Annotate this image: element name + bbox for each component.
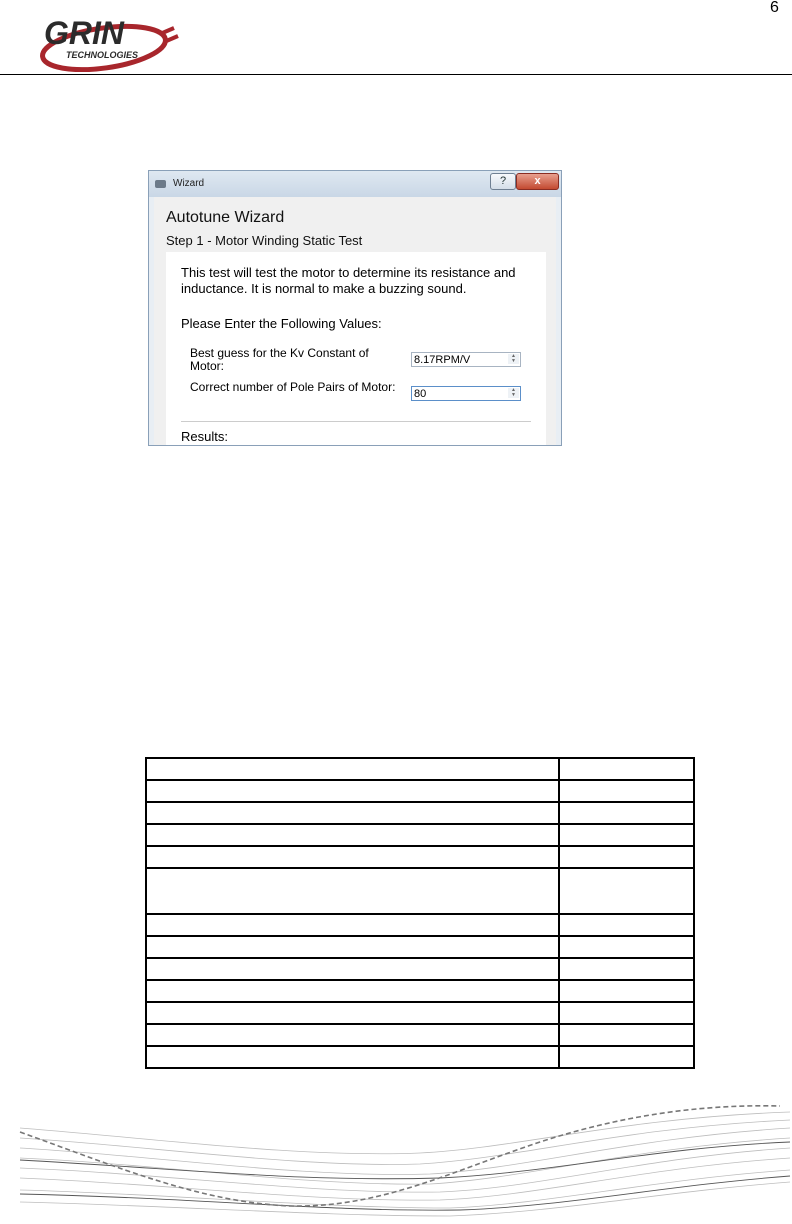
table-cell [146, 868, 559, 914]
spin-down-icon[interactable]: ▼ [508, 359, 519, 364]
kv-spinbox[interactable] [411, 352, 521, 367]
table-cell [559, 1024, 694, 1046]
close-button[interactable]: x [516, 173, 559, 190]
table-row [146, 868, 694, 914]
logo-subtitle: TECHNOLOGIES [66, 50, 139, 60]
table-cell [559, 936, 694, 958]
table-cell [146, 980, 559, 1002]
table-cell [146, 846, 559, 868]
table-cell [559, 980, 694, 1002]
table-row [146, 958, 694, 980]
table-cell [146, 958, 559, 980]
dialog-titlebar[interactable] [149, 171, 561, 197]
pole-pairs-spinbox[interactable] [411, 386, 521, 401]
table-cell [146, 802, 559, 824]
separator [181, 421, 531, 422]
table-row [146, 780, 694, 802]
logo-word: GRIN [44, 15, 124, 51]
parameter-table [145, 757, 695, 1069]
table-cell [559, 1046, 694, 1068]
table-cell [146, 758, 559, 780]
help-button[interactable]: ? [490, 173, 516, 190]
table-row [146, 758, 694, 780]
table-row [146, 936, 694, 958]
footer-wave-art [0, 1098, 792, 1224]
table-cell [146, 914, 559, 936]
table-row [146, 1024, 694, 1046]
intro-text: This test will test the motor to determine its resistance and inductance. It is normal to make a buzzing sound. [181, 265, 516, 296]
page-number: 6 [770, 0, 779, 16]
table-cell [146, 1002, 559, 1024]
table-cell [559, 914, 694, 936]
grin-logo [38, 14, 188, 72]
table-cell [146, 1024, 559, 1046]
table-row [146, 1046, 694, 1068]
header-rule [0, 74, 792, 75]
table-row [146, 824, 694, 846]
table-row [146, 914, 694, 936]
values-prompt: Please Enter the Following Values: [181, 316, 382, 331]
table-cell [559, 824, 694, 846]
wizard-step: Step 1 - Motor Winding Static Test [166, 233, 363, 248]
kv-input[interactable] [414, 353, 504, 366]
wizard-dialog [148, 170, 562, 446]
table-cell [559, 758, 694, 780]
table-cell [559, 802, 694, 824]
table-cell [559, 1002, 694, 1024]
table-row [146, 1002, 694, 1024]
table-row [146, 980, 694, 1002]
window-icon [155, 180, 166, 188]
spin-up-icon[interactable]: ▲ [508, 354, 519, 359]
table-cell [146, 824, 559, 846]
table-cell [146, 780, 559, 802]
wizard-panel [166, 252, 546, 446]
table-cell [559, 958, 694, 980]
window-title: Wizard [173, 178, 205, 189]
wizard-heading: Autotune Wizard [166, 209, 285, 226]
spin-up-icon[interactable]: ▲ [508, 388, 519, 393]
table-cell [559, 868, 694, 914]
kv-label: Best guess for the Kv Constant of Motor: [190, 346, 369, 373]
pole-pairs-input[interactable] [414, 387, 504, 400]
table-cell [146, 1046, 559, 1068]
table-cell [559, 780, 694, 802]
pole-pairs-label: Correct number of Pole Pairs of Motor: [190, 380, 396, 394]
results-label: Results: [181, 429, 228, 444]
table-cell [559, 846, 694, 868]
spin-down-icon[interactable]: ▼ [508, 393, 519, 398]
table-row [146, 846, 694, 868]
table-row [146, 802, 694, 824]
dialog-body [154, 197, 556, 446]
table-cell [146, 936, 559, 958]
